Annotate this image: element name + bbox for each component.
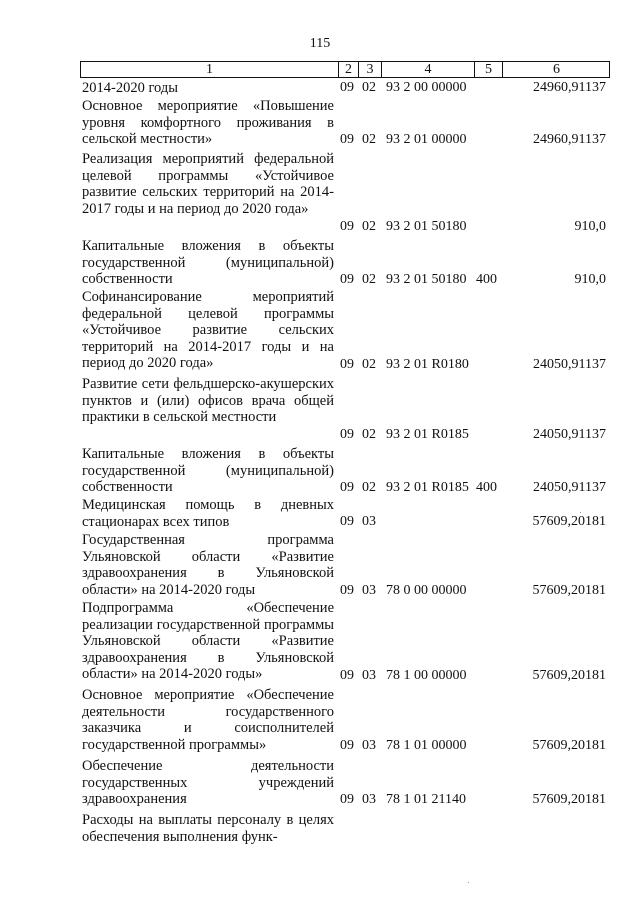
row-target-code: 78 1 01 21140: [386, 792, 466, 807]
row-chapter: 09: [340, 668, 354, 683]
row-description: Капитальные вложения в объекты государственной (муниципальной) собственности: [82, 238, 334, 288]
table-header: [80, 61, 610, 78]
row-target-code: 78 1 00 00000: [386, 668, 467, 683]
row-subchapter: 02: [362, 427, 376, 442]
row-chapter: 09: [340, 480, 354, 495]
row-subchapter: 03: [362, 514, 376, 529]
row-sum: 57609,20181: [532, 668, 606, 683]
row-description: Подпрограмма «Обеспечение реализации государственной программы Ульяновской области «Развитие здравоохранения в Ульяновской области» на 2014-2020 годы»: [82, 600, 334, 683]
row-chapter: 09: [340, 357, 354, 372]
header-col-5: 5: [474, 62, 502, 77]
row-sum: 24050,91137: [533, 480, 606, 495]
row-subchapter: 02: [362, 272, 376, 287]
row-subchapter: 03: [362, 583, 376, 598]
row-subchapter: 02: [362, 132, 376, 147]
row-description: Расходы на выплаты персоналу в целях обеспечения выполнения функ-: [82, 812, 334, 845]
row-sum: 24050,91137: [533, 427, 606, 442]
row-subchapter: 02: [362, 80, 376, 95]
row-target-code: 93 2 01 R0180: [386, 357, 469, 372]
row-chapter: 09: [340, 132, 354, 147]
header-col-2: 2: [338, 62, 358, 77]
row-chapter: 09: [340, 583, 354, 598]
row-subchapter: 03: [362, 738, 376, 753]
row-description: Реализация мероприятий федеральной целевой программы «Устойчивое развитие сельских территорий на 2014-2017 годы и на период до 2020 года»: [82, 151, 334, 217]
row-sum: 57609,20181: [532, 583, 606, 598]
header-col-1: 1: [206, 62, 213, 77]
row-chapter: 09: [340, 514, 354, 529]
row-sum: 24960,91137: [533, 132, 606, 147]
row-description: Основное мероприятие «Обеспечение деятельности государственного заказчика и соисполнителей государственной программы»: [82, 687, 334, 753]
row-target-code: 93 2 01 50180: [386, 219, 467, 234]
row-sum: 910,0: [574, 272, 606, 287]
row-subchapter: 02: [362, 219, 376, 234]
row-description: Обеспечение деятельности государственных учреждений здравоохранения: [82, 758, 334, 808]
row-sum: 57609,20181: [532, 792, 606, 807]
header-col-3: 3: [358, 62, 381, 77]
header-col-4: 4: [381, 62, 474, 77]
row-subchapter: 02: [362, 480, 376, 495]
row-chapter: 09: [340, 738, 354, 753]
row-expense-type: 400: [476, 480, 497, 495]
row-target-code: 93 2 00 00000: [386, 80, 467, 95]
row-chapter: 09: [340, 792, 354, 807]
row-description: Развитие сети фельдшерско-акушерских пунктов и (или) офисов врача общей практики в сельской местности: [82, 376, 334, 426]
row-chapter: 09: [340, 219, 354, 234]
page-number: 115: [309, 36, 331, 51]
row-description: Медицинская помощь в дневных стационарах всех типов: [82, 497, 334, 530]
scan-speck: [468, 882, 469, 883]
row-sum: 57609,20181: [532, 738, 606, 753]
row-chapter: 09: [340, 272, 354, 287]
row-target-code: 78 0 00 00000: [386, 583, 467, 598]
row-sum: 910,0: [574, 219, 606, 234]
row-subchapter: 02: [362, 357, 376, 372]
row-subchapter: 03: [362, 668, 376, 683]
row-target-code: 78 1 01 00000: [386, 738, 467, 753]
row-description: Капитальные вложения в объекты государственной (муниципальной) собственности: [82, 446, 334, 496]
row-target-code: 93 2 01 R0185: [386, 427, 469, 442]
row-target-code: 93 2 01 00000: [386, 132, 467, 147]
row-sum: 57609,20181: [532, 514, 606, 529]
row-target-code: 93 2 01 50180: [386, 272, 467, 287]
row-sum: 24050,91137: [533, 357, 606, 372]
scan-speck: [580, 512, 581, 513]
row-target-code: 93 2 01 R0185: [386, 480, 469, 495]
row-description: Софинансирование мероприятий федеральной целевой программы «Устойчивое развитие сельских территорий на 2014-2017 годы и на период до 2020 года»: [82, 289, 334, 372]
row-chapter: 09: [340, 80, 354, 95]
row-subchapter: 03: [362, 792, 376, 807]
row-expense-type: 400: [476, 272, 497, 287]
row-description: Государственная программа Ульяновской области «Развитие здравоохранения в Ульяновской области» на 2014-2020 годы: [82, 532, 334, 598]
header-col-6: 6: [502, 62, 610, 77]
row-chapter: 09: [340, 427, 354, 442]
row-description: Основное мероприятие «Повышение уровня комфортного проживания в сельской местности»: [82, 98, 334, 148]
row-description: 2014-2020 годы: [82, 80, 178, 96]
row-sum: 24960,91137: [533, 80, 606, 95]
